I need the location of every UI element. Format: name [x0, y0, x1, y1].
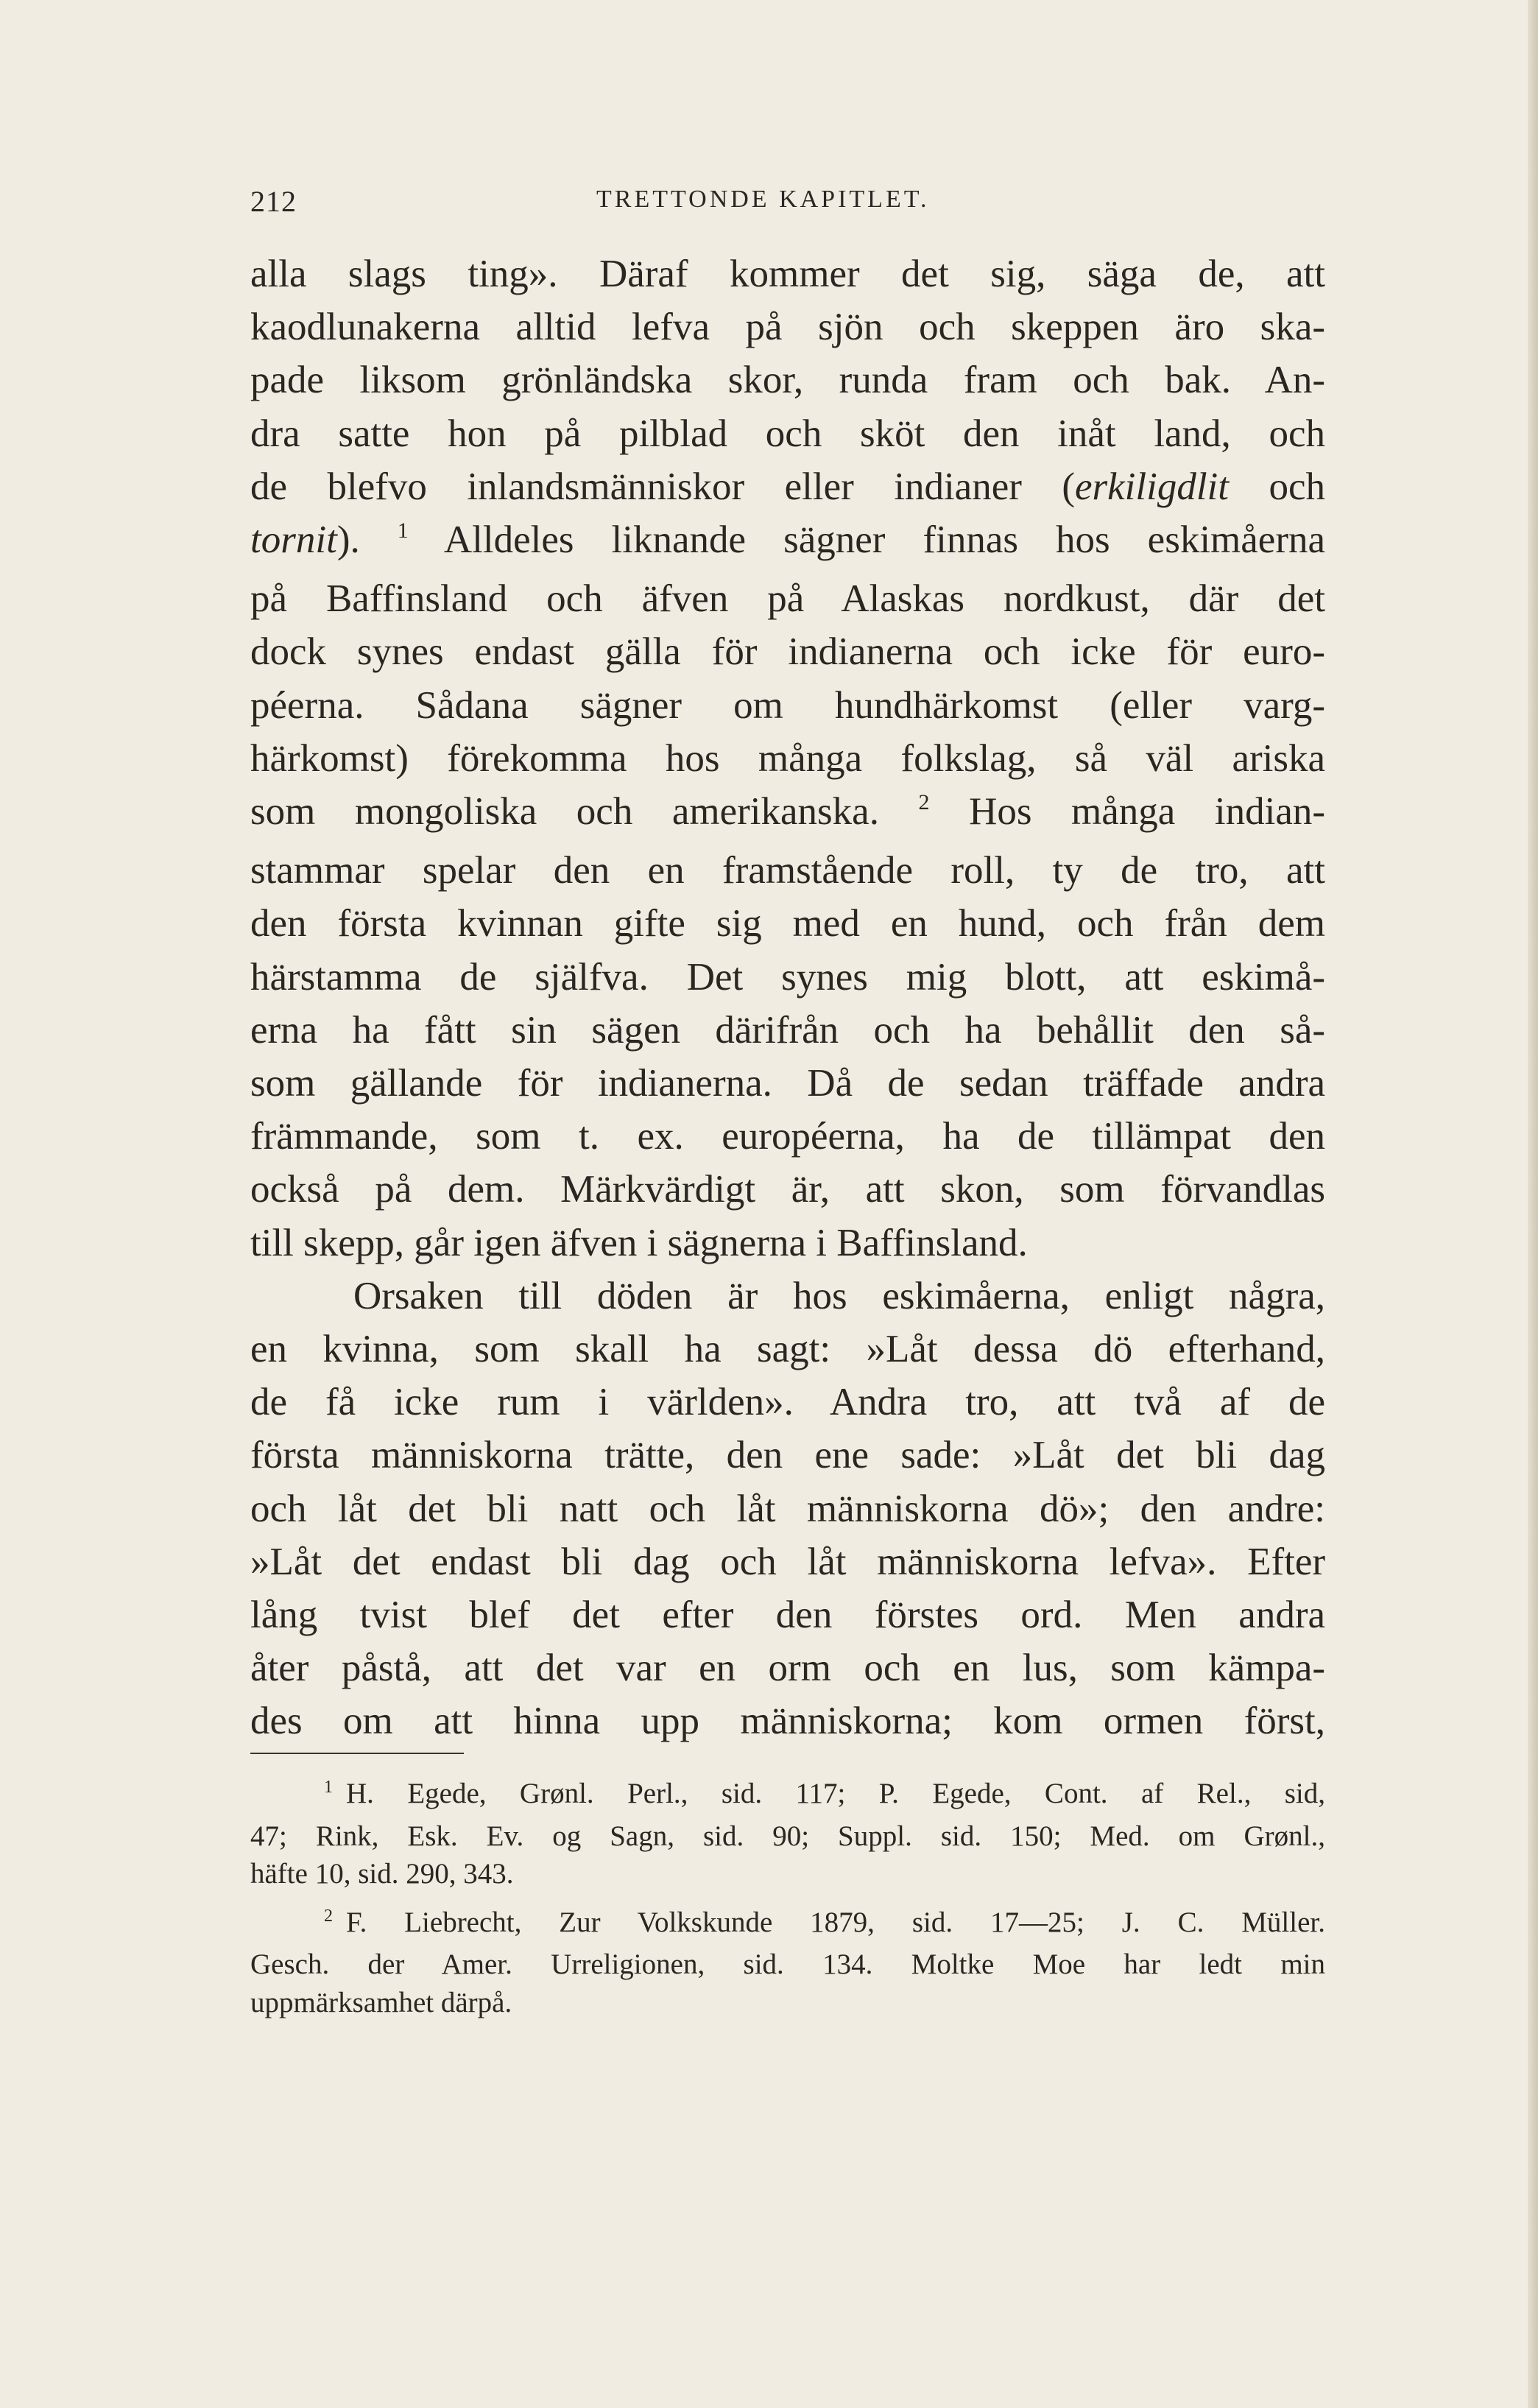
page-edge: [1528, 0, 1538, 2408]
footnotes: [250, 1775, 1325, 2032]
footnote-line: [250, 1775, 1325, 1817]
body-line: en kvinna, som skall ha sagt: »Låt dessa dö efterhand,: [250, 1328, 1325, 1371]
body-line: kaodlunakerna alltid lefva på sjön och skeppen äro ska-: [250, 306, 1325, 349]
footnote-line: uppmärksamhet därpå.: [250, 1986, 512, 2018]
body-line: Orsaken till döden är hos eskimåerna, enligt några,: [353, 1274, 1325, 1317]
footnote-divider: [250, 1753, 464, 1754]
text-run: de blefvo inlandsmänniskor eller indianer (: [250, 465, 1075, 508]
running-head: TRETTONDE KAPITLET.: [596, 186, 930, 213]
body-line: åter påstå, att det var en orm och en lus, som kämpa-: [250, 1647, 1325, 1690]
body-line: härkomst) förekomma hos många folkslag, så väl ariska: [250, 736, 1325, 780]
body-line: på Baffinsland och äfven på Alaskas nordkust, där det: [250, 577, 1325, 621]
page-number: 212: [250, 185, 297, 218]
footnote-2: [250, 1904, 1325, 2022]
italic-term: erkiligdlit: [1074, 465, 1230, 508]
body-line: den första kvinnan gifte sig med en hund, och från dem: [250, 902, 1325, 946]
footnote-1: [250, 1775, 1325, 1893]
footnote-line: 47; Rink, Esk. Ev. og Sagn, sid. 90; Suppl. sid. 150; Med. om Grønl.,: [250, 1820, 1325, 1852]
footnote-ref: 1: [397, 518, 409, 543]
text-run: H. Egede, Grønl. Perl., sid. 117; P. Egede, Cont. af Rel., sid,: [346, 1778, 1325, 1809]
body-line: lång tvist blef det efter den förstes ord. Men andra: [250, 1594, 1325, 1637]
body-line: och låt det bli natt och låt människorna dö»; den andre:: [250, 1487, 1325, 1530]
text-run: som mongoliska och amerikanska.: [250, 790, 879, 834]
body-line: pade liksom grönländska skor, runda fram och bak. An-: [250, 359, 1325, 402]
body-line: de få icke rum i världen». Andra tro, att två af de: [250, 1381, 1325, 1424]
body-line: [250, 460, 1325, 513]
body-line: också på dem. Märkvärdigt är, att skon, som förvandlas: [250, 1168, 1325, 1211]
page-header: [250, 184, 1325, 221]
footnote-line: Gesch. der Amer. Urreligionen, sid. 134. Moltke Moe har ledt min: [250, 1948, 1325, 1980]
footnote-mark: 2: [324, 1906, 333, 1926]
body-line: som gällande för indianerna. Då de sedan träffade andra: [250, 1062, 1325, 1105]
text-run: F. Liebrecht, Zur Volkskunde 1879, sid. 17—25; J. C. Müller.: [346, 1906, 1325, 1938]
body-line: stammar spelar den en framstående roll, ty de tro, att: [250, 849, 1325, 893]
footnote-ref: 2: [918, 790, 930, 815]
text-run: och: [1229, 465, 1325, 508]
body-line: [250, 513, 1325, 572]
footnote-line: [250, 1904, 1325, 1946]
body-line: till skepp, går igen äfven i sägnerna i Baffinsland.: [250, 1221, 1028, 1264]
footnote-mark: 1: [324, 1778, 333, 1797]
body-line: des om att hinna upp människorna; kom ormen först,: [250, 1700, 1325, 1743]
body-line: péerna. Sådana sägner om hundhärkomst (eller varg-: [250, 683, 1325, 727]
body-text: [250, 247, 1325, 1748]
body-line: dock synes endast gälla för indianerna och icke för euro-: [250, 630, 1325, 674]
body-line: alla slags ting». Däraf kommer det sig, säga de, att: [250, 253, 1325, 295]
body-line: »Låt det endast bli dag och låt människorna lefva». Efter: [250, 1540, 1325, 1583]
body-line: dra satte hon på pilblad och sköt den inåt land, och: [250, 412, 1325, 455]
body-line: [250, 785, 1325, 844]
text-run: Hos många indian-: [929, 790, 1325, 834]
body-line: härstamma de själfva. Det synes mig blott, att eskimå-: [250, 955, 1325, 999]
text-run: ).: [336, 518, 398, 562]
footnote-line: häfte 10, sid. 290, 343.: [250, 1858, 514, 1890]
body-line: första människorna trätte, den ene sade: »Låt det bli dag: [250, 1434, 1325, 1477]
body-line: erna ha fått sin sägen därifrån och ha behållit den så-: [250, 1008, 1325, 1052]
text-run: Alldeles liknande sägner finnas hos eskimåerna: [408, 518, 1325, 562]
body-line: främmande, som t. ex. européerna, ha de tillämpat den: [250, 1115, 1325, 1158]
italic-term: tornit: [250, 518, 337, 562]
